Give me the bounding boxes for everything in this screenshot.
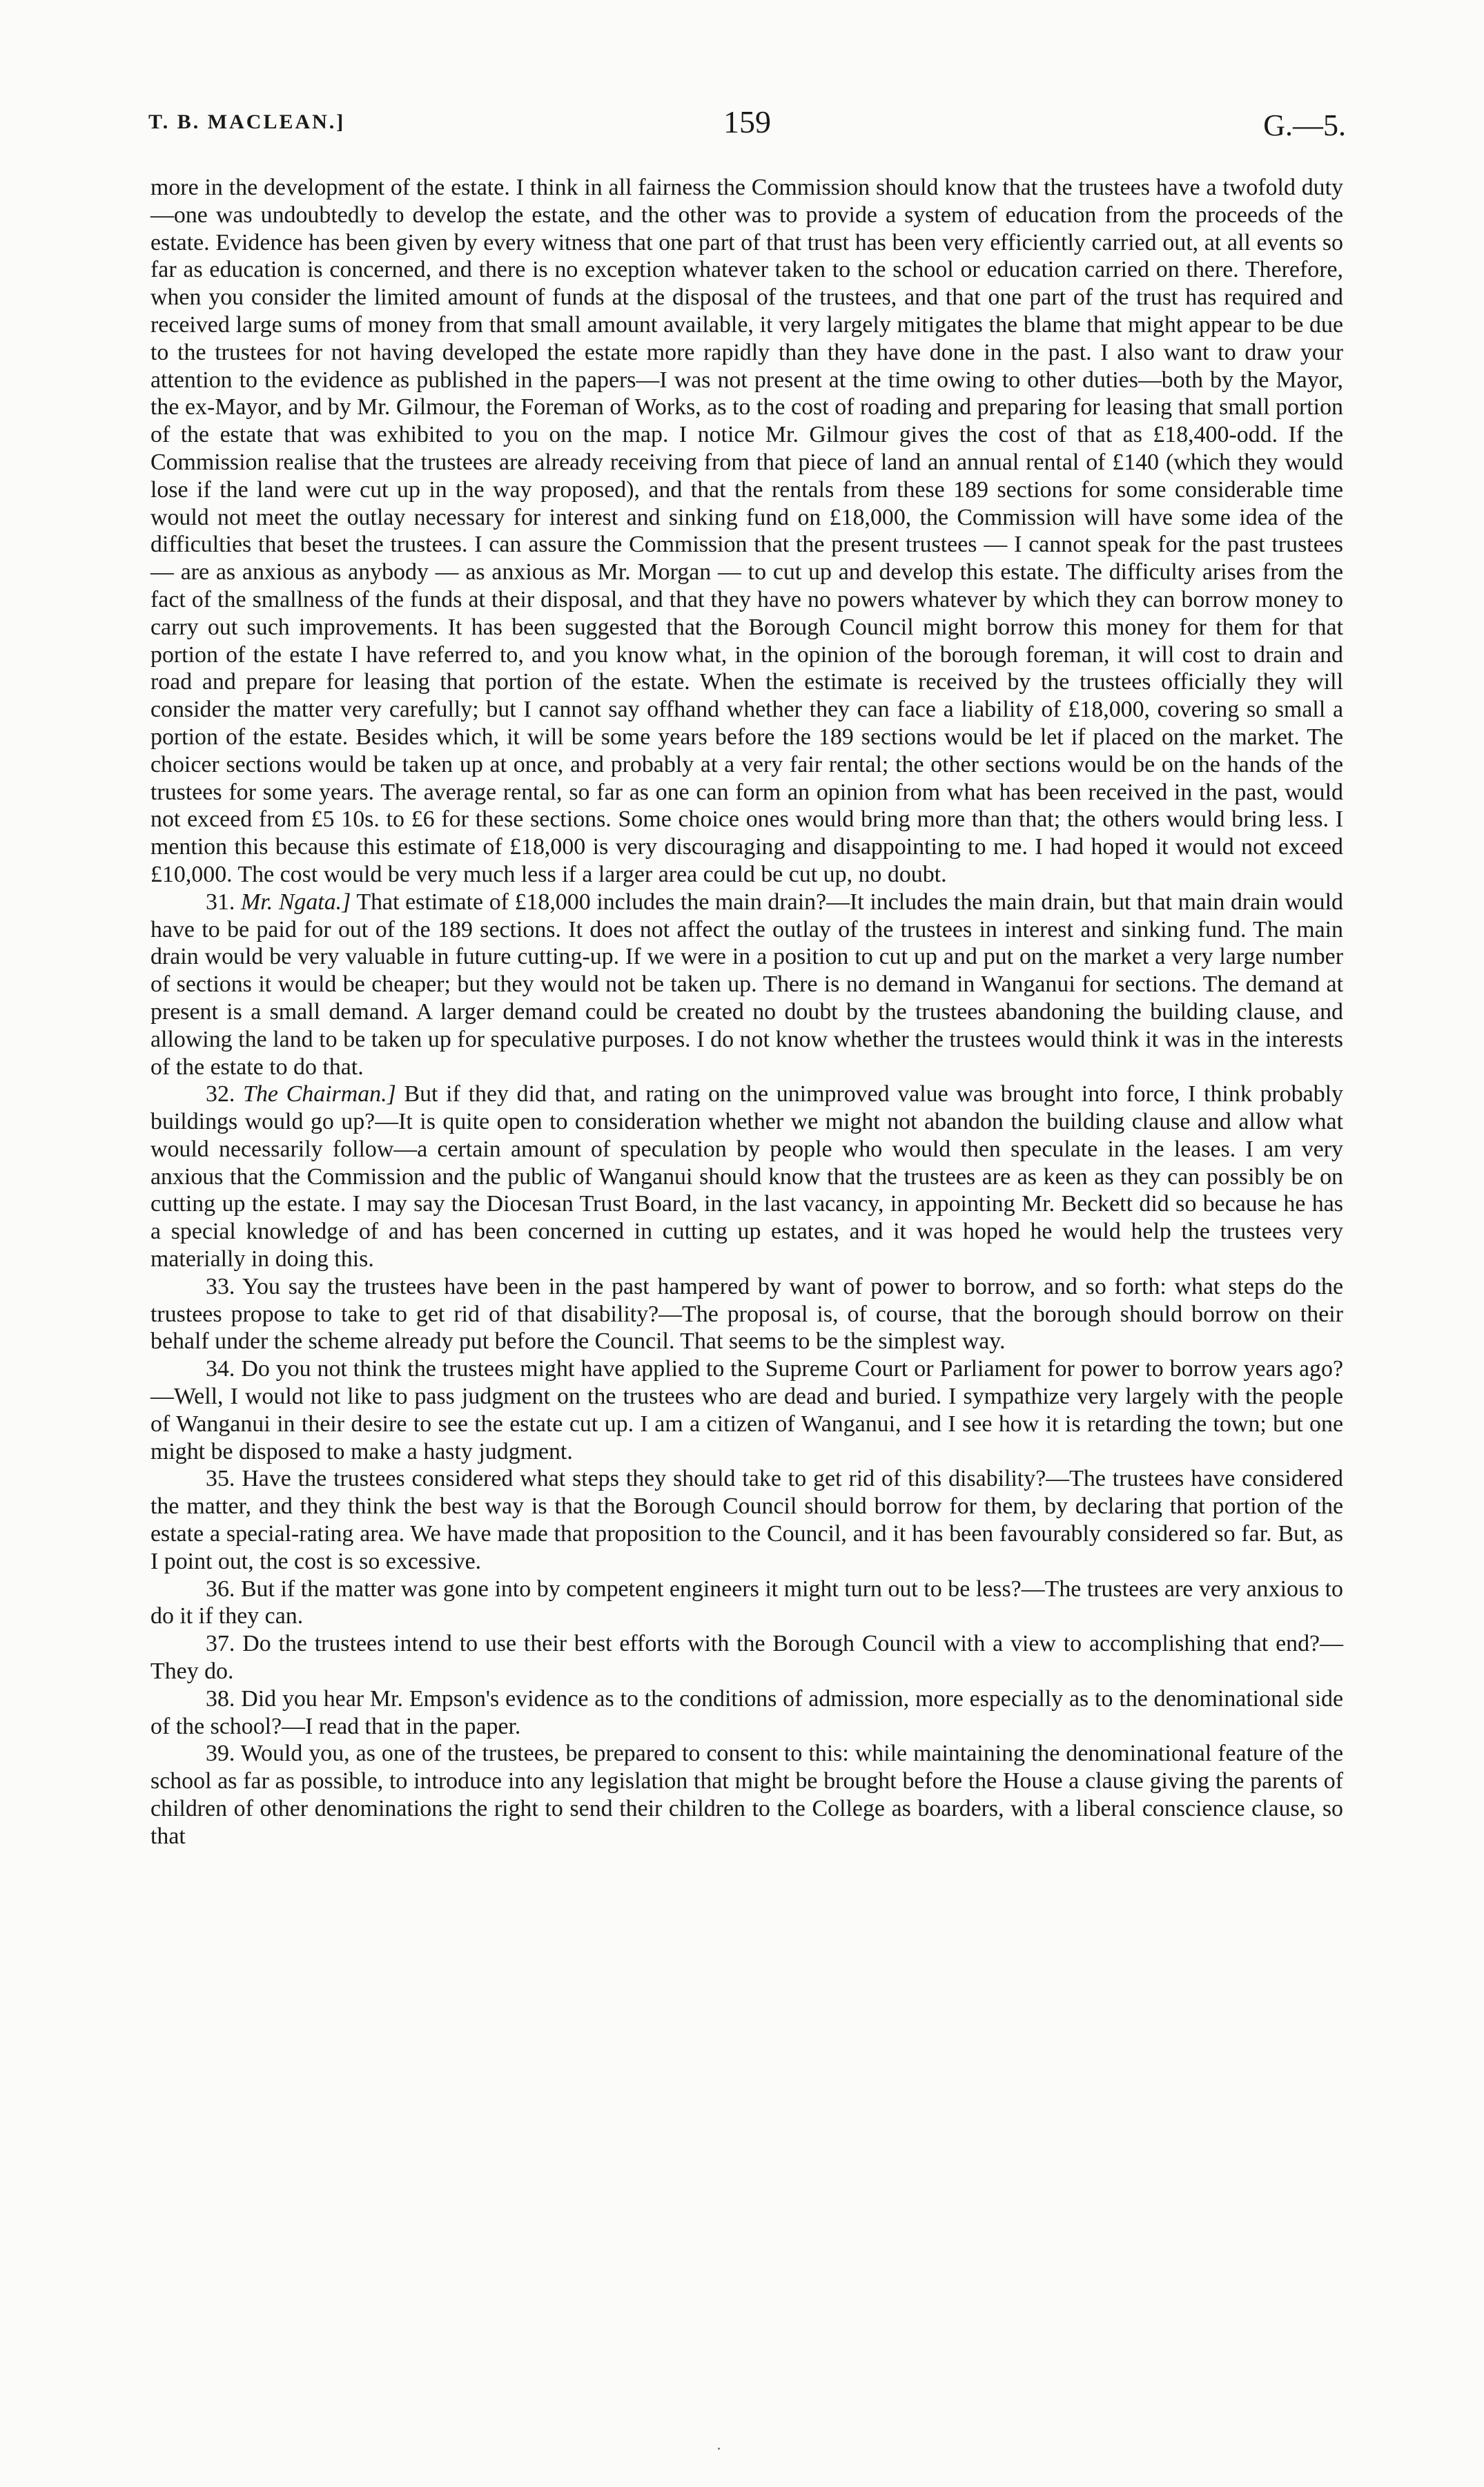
question-39: [150, 1740, 1343, 1850]
question-text: That estimate of £18,000 includes the main drain?—It includes the main drain, but that main drain would have to be paid for out of the 189 sections. It does not affect the outlay of the trustees in interest and sinking fund. The main drain would be very valuable in future cutting-up. If we were in a position to cut up and put on the market a very large number of sections it would be cheaper; but they would not be taken up. There is no demand in Wanganui for sections. The demand at present is a small demand. A larger demand could be created no doubt by the trustees abandoning the building clause, and allowing the land to be taken up for speculative purposes. I do not know whether the trustees would think it was in the interests of the estate to do that.: [150, 889, 1343, 1080]
paragraph-continuation: [150, 174, 1343, 889]
question-text: But if the matter was gone into by competent engineers it might turn out to be less?—The trustees are very anxious to do it if they can.: [150, 1576, 1343, 1629]
paragraph-text: more in the development of the estate. I think in all fairness the Commission should know that the trustees have a twofold duty—one was undoubtedly to develop the estate, and the other was to provide a system of education from the proceeds of the estate. Evidence has been given by every witness that one part of that trust has been very efficiently carried out, at all events so far as education is concerned, and there is no exception whatever taken to the school or education carried on there. Therefore, when you consider the limited amount of funds at the disposal of the trustees, and that one part of the trust has required and received large sums of money from that small amount available, it very largely mitigates the blame that might appear to be due to the trustees for not having developed the estate more rapidly than they have done in the past. I also want to draw your attention to the evidence as published in the papers—I was not present at the time owing to other duties—both by the Mayor, the ex-Mayor, and by Mr. Gilmour, the Foreman of Works, as to the cost of roading and preparing for leasing that small portion of the estate that was exhibited to you on the map. I notice Mr. Gilmour gives the cost of that as £18,400-odd. If the Commission realise that the trustees are already receiving from that piece of land an annual rental of £140 (which they would lose if the land were cut up in the way proposed), and that the rentals from these 189 sections for some considerable time would not meet the outlay necessary for interest and sinking fund on £18,000, the Commission will have some idea of the difficulties that beset the trustees. I can assure the Commission that the present trustees — I cannot speak for the past trustees — are as anxious as anybody — as anxious as Mr. Morgan — to cut up and develop this estate. The difficulty arises from the fact of the smallness of the funds at their disposal, and that they have no powers whatever by which they can borrow money to carry out such improvements. It has been suggested that the Borough Council might borrow this money for them for that portion of the estate I have referred to, and you know what, in the opinion of the borough foreman, it will cost to drain and road and prepare for leasing that portion of the estate. When the estimate is received by the trustees officially they will consider the matter very carefully; but I cannot say offhand whether they can face a liability of £18,000, covering so small a portion of the estate. Besides which, it will be some years before the 189 sections would be let if placed on the market. The choicer sections would be taken up at once, and probably at a very fair rental; the other sections would be on the hands of the trustees for some years. The average rental, so far as one can form an opinion from what has been received in the past, would not exceed from £5 10s. to £6 for these sections. Some choice ones would bring more than that; the others would bring less. I mention this because this estimate of £18,000 is very discouraging and disappointing to me. I had hoped it would not exceed £10,000. The cost would be very much less if a larger area could be cut up, no doubt.: [150, 175, 1343, 887]
question-text: Do you not think the trustees might have applied to the Supreme Court or Parliament for power to borrow years ago?—Well, I would not like to pass judgment on the trustees who are dead and buried. I sympathize very largely with the people of Wanganui in their desire to see the estate cut up. I am a citizen of Wanganui, and I see how it is retarding the town; but one might be disposed to make a hasty judgment.: [150, 1356, 1343, 1464]
question-number: 34.: [206, 1356, 235, 1382]
question-number: 35.: [206, 1466, 235, 1492]
question-number: 37.: [206, 1631, 235, 1657]
page-number: 159: [723, 104, 771, 139]
question-text: You say the trustees have been in the past hampered by want of power to borrow, and so forth: what steps do the trustees propose to take to get rid of that disability?—The proposal is, of course, that the borough should borrow on their behalf under the scheme already put before the Council. That seems to be the simplest way.: [150, 1273, 1343, 1355]
question-32: [150, 1081, 1343, 1273]
page-header: [148, 104, 1346, 145]
speaker: The Chairman.]: [243, 1081, 396, 1107]
question-number: 39.: [206, 1741, 235, 1767]
question-33: [150, 1273, 1343, 1355]
question-number: 36.: [206, 1576, 235, 1602]
question-37: [150, 1630, 1343, 1685]
question-number: 32.: [206, 1081, 235, 1107]
speaker: Mr. Ngata.]: [241, 889, 351, 915]
question-35: [150, 1465, 1343, 1575]
question-34: [150, 1355, 1343, 1465]
question-38: [150, 1685, 1343, 1741]
body-text: [150, 174, 1343, 1850]
document-reference: G.—5.: [1263, 108, 1346, 142]
header-witness-name: T. B. MACLEAN.]: [148, 110, 346, 133]
question-text: Would you, as one of the trustees, be prepared to consent to this: while maintaining the denominational feature of the school as far as possible, to introduce into any legislation that might be brought before the House a clause giving the parents of children of other denominations the right to send their children to the College as boarders, with a liberal conscience clause, so that: [150, 1741, 1343, 1849]
page-speck: [718, 2448, 720, 2450]
question-text: But if they did that, and rating on the unimproved value was brought into force, I think probably buildings would go up?—It is quite open to consideration whether we might not abandon the building clause and allow what would necessarily follow—a certain amount of speculation by people who would then speculate in the leases. I am very anxious that the Commission and the public of Wanganui should know that the trustees are as keen as they can possibly be on cutting up the estate. I may say the Diocesan Trust Board, in the last vacancy, in appointing Mr. Beckett did so because he has a special knowledge of and has been concerned in cutting up estates, and it was hoped he would help the trustees very materially in doing this.: [150, 1081, 1344, 1272]
question-36: [150, 1576, 1343, 1631]
question-number: 31.: [206, 889, 235, 915]
question-text: Did you hear Mr. Empson's evidence as to the conditions of admission, more especially as to the denominational side of the school?—I read that in the paper.: [150, 1685, 1343, 1739]
question-number: 38.: [206, 1685, 235, 1712]
question-31: [150, 889, 1343, 1081]
question-text: Have the trustees considered what steps they should take to get rid of this disability?—The trustees have considered the matter, and they think the best way is that the Borough Council should borrow for them, by declaring that portion of the estate a special-rating area. We have made that proposition to the Council, and it has been favourably considered so far. But, as I point out, the cost is so excessive.: [150, 1466, 1343, 1574]
question-number: 33.: [206, 1273, 235, 1299]
question-text: Do the trustees intend to use their best efforts with the Borough Council with a view to accomplishing that end?—They do.: [150, 1631, 1343, 1685]
